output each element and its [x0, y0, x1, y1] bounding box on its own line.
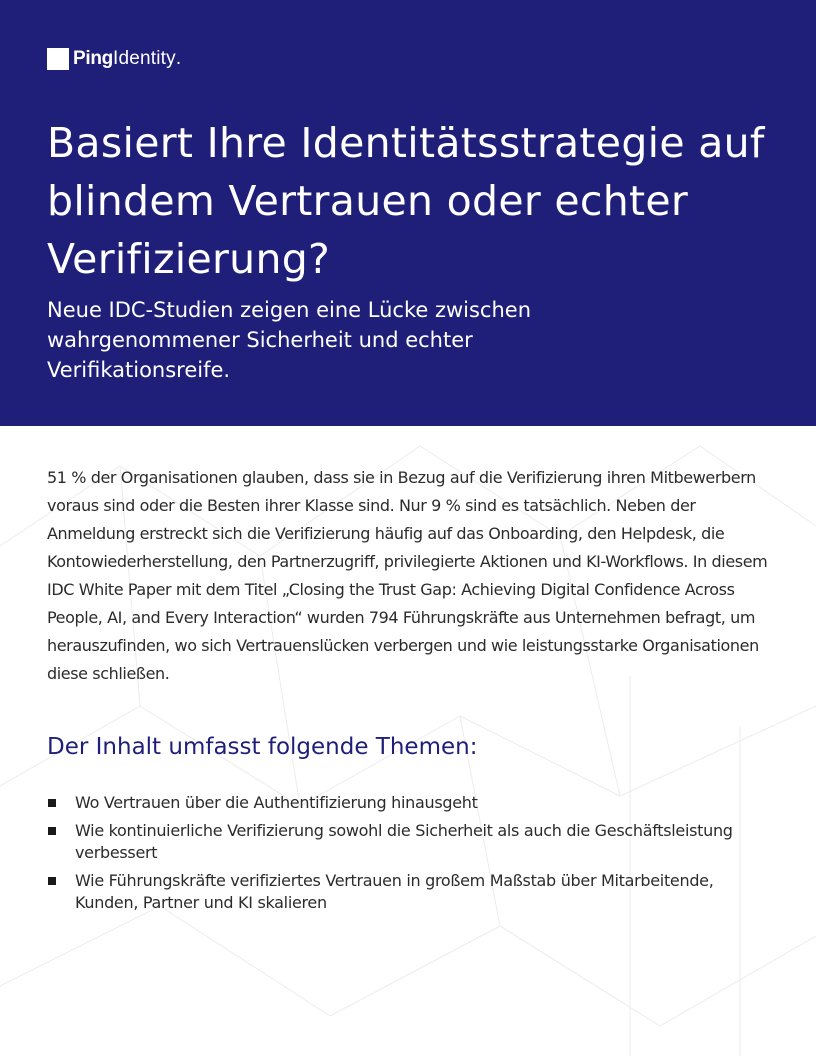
section-heading: Der Inhalt umfasst folgende Themen: — [47, 734, 478, 760]
square-bullet-icon — [48, 877, 56, 885]
page-title: Basiert Ihre Identitätsstrategie auf blindem Vertrauen oder echter Verifizierung? — [47, 119, 765, 283]
ping-identity-logo — [47, 47, 181, 71]
list-item — [47, 792, 772, 814]
list-item-text: Wo Vertrauen über die Authentifizierung hinausgeht — [75, 793, 478, 812]
logo-square-icon — [47, 48, 69, 70]
list-item-text: Wie kontinuierliche Verifizierung sowohl die Sicherheit als auch die Geschäftsleistung verbessert — [75, 821, 733, 862]
square-bullet-icon — [48, 827, 56, 835]
list-item — [47, 820, 772, 864]
square-bullet-icon — [48, 799, 56, 807]
list-item — [47, 870, 772, 914]
logo-name-regular: Identity — [112, 48, 176, 69]
page-subtitle: Neue IDC-Studien zeigen eine Lücke zwischen wahrgenommener Sicherheit und echter Verifikationsreife. — [47, 298, 532, 382]
list-item-text: Wie Führungskräfte verifiziertes Vertrauen in großem Maßstab über Mitarbeitende, Kunden, Partner und KI skalieren — [75, 871, 714, 912]
logo-trademark-dot: . — [175, 48, 182, 69]
main-content — [47, 464, 772, 920]
topic-list — [47, 792, 772, 914]
intro-paragraph: 51 % der Organisationen glauben, dass sie in Bezug auf die Verifizierung ihren Mitbewerbern voraus sind oder die Besten ihrer Klasse sind. Nur 9 % sind es tatsächlich. Neben der Anmeldung erstreckt sich die Verifizierung häufig auf das Onboarding, den Helpdesk, die Kontowiederherstellung, den Partnerzugriff, privilegierte Aktionen und KI-Workflows. In diesem IDC White Paper mit dem Titel „Closing the Trust Gap: Achieving Digital Confidence Across People, AI, and Every Interaction“ wurden 794 Führungskräfte aus Unternehmen befragt, um herauszufinden, wo sich Vertrauenslücken verbergen und wie leistungsstarke Organisationen diese schließen. — [47, 468, 768, 683]
hero-banner — [0, 0, 816, 426]
logo-name-bold: Ping — [73, 48, 113, 69]
